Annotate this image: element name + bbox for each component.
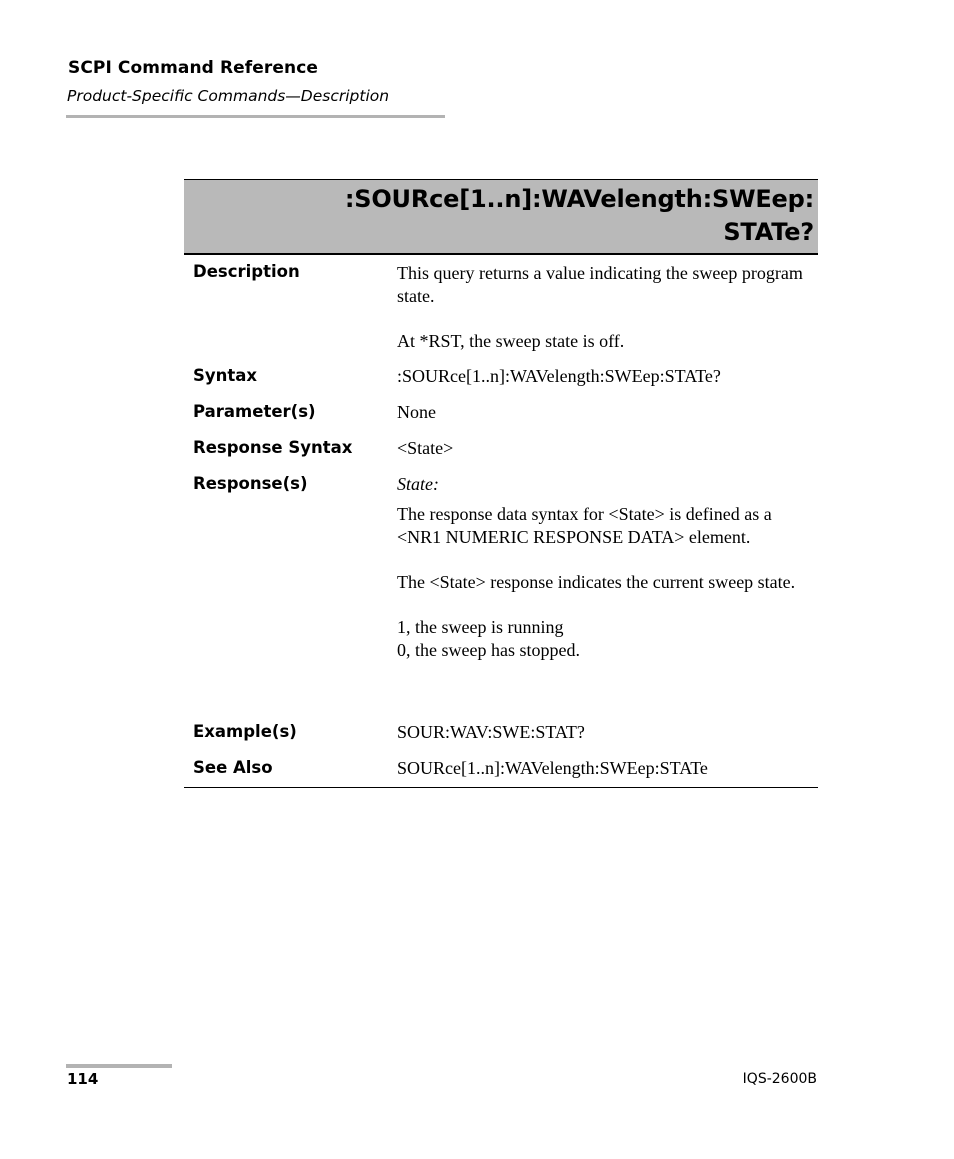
section-subtitle: Product-Specific Commands—Description [67,87,390,105]
command-title-box [184,179,818,255]
description-value [397,262,817,353]
description-text-1: This query returns a value indicating the sweep program state. [397,263,803,306]
response-text-1: The response data syntax for <State> is defined as a <NR1 NUMERIC RESPONSE DATA> element. [397,504,772,547]
response-name: State: [397,474,439,494]
command-title-line-2: STATe? [723,218,814,246]
section-title: SCPI Command Reference [68,58,319,78]
parameters-label: Parameter(s) [193,402,316,421]
see-also-value: SOURce[1..n]:WAVelength:SWEep:STATe [397,758,708,778]
syntax-label: Syntax [193,366,258,385]
response-syntax-value: <State> [397,438,454,458]
command-title-line-1: :SOURce[1..n]:WAVelength:SWEep: [344,185,814,213]
examples-value: SOUR:WAV:SWE:STAT? [397,722,585,742]
table-bottom-rule [184,787,818,788]
description-label: Description [193,262,300,281]
product-name: IQS-2600B [742,1071,817,1087]
footer-rule [66,1064,172,1068]
response-text-2: The <State> response indicates the current sweep state. [397,572,796,592]
responses-label: Response(s) [193,474,308,493]
header-rule [66,115,445,118]
examples-label: Example(s) [193,722,297,741]
page-number: 114 [67,1070,99,1088]
description-text-2: At *RST, the sweep state is off. [397,331,625,351]
see-also-label: See Also [193,758,273,777]
response-text-4: 0, the sweep has stopped. [397,640,580,660]
responses-value [397,473,817,662]
syntax-value: :SOURce[1..n]:WAVelength:SWEep:STATe? [397,366,721,386]
command-title [345,183,814,249]
response-syntax-label: Response Syntax [193,438,353,457]
response-text-3: 1, the sweep is running [397,617,564,637]
parameters-value: None [397,402,436,422]
